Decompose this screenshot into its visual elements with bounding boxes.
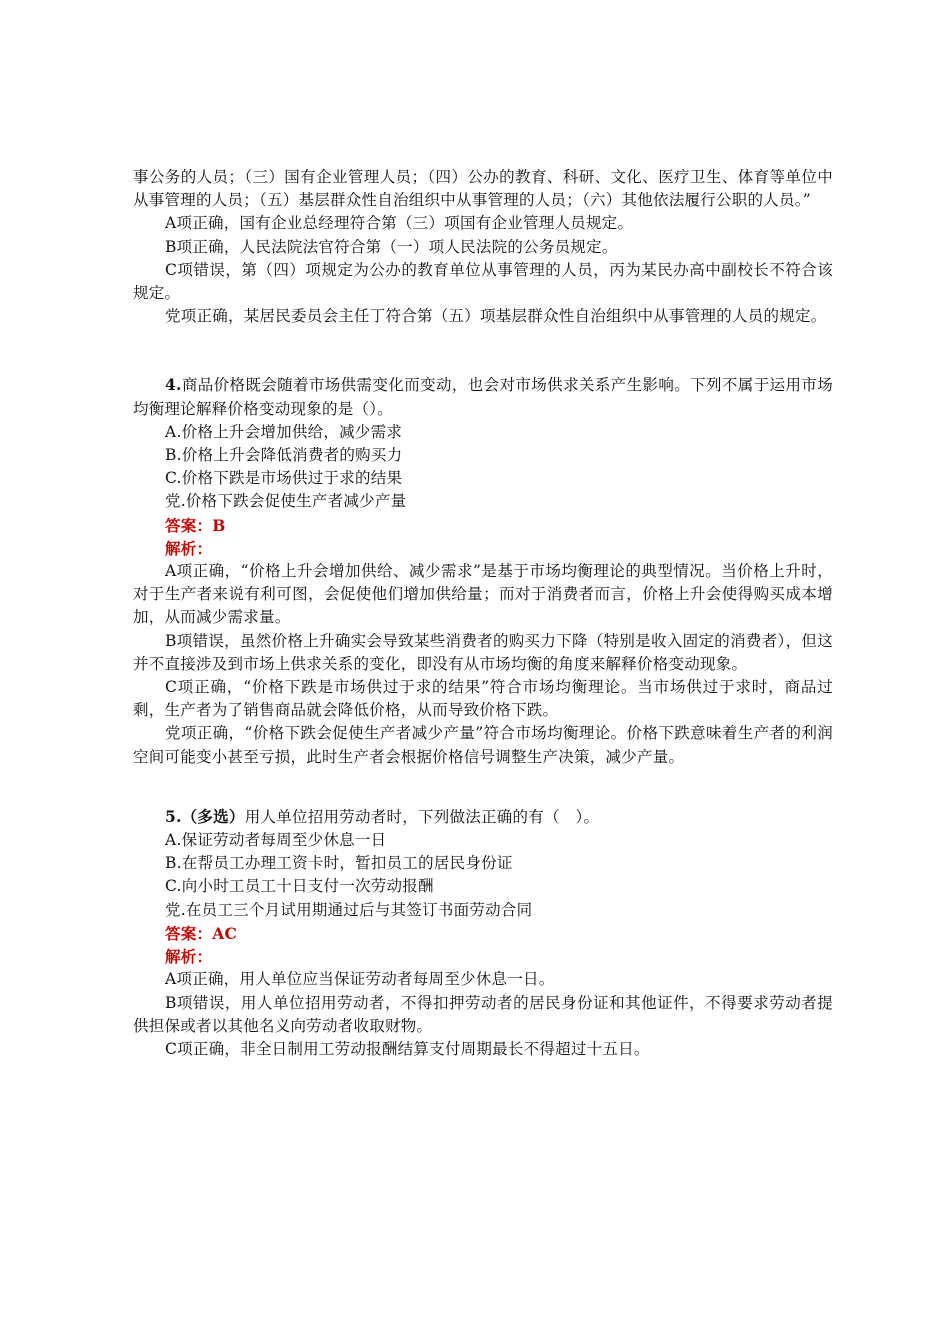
option-d: 党.在员工三个月试用期通过后与其签订书面劳动合同 [165,900,533,919]
analysis-paragraph: B项错误，虽然价格上升确实会导致某些消费者的购买力下降（特别是收入固定的消费者），但这并不直接涉及到市场上供求关系的变化，即没有从市场均衡的角度来解释价格变动现象。 [133,631,833,673]
document-page [133,166,833,1061]
analysis-paragraph: 党项正确，某居民委员会主任丁符合第（五）项基层群众性自治组织中从事管理的人员的规定。 [165,307,827,326]
question-text: 商品价格既会随着市场供需变化而变动，也会对市场供求关系产生影响。下列不属于运用市场均衡理论解释价格变动现象的是（）。 [133,376,833,418]
analysis-paragraph: A项正确，“价格上升会增加供给、减少需求”是基于市场均衡理论的典型情况。当价格上升时，对于生产者来说有利可图，会促使他们增加供给量；而对于消费者而言，价格上升会使得购买成本增加，从而减少需求量。 [133,562,833,627]
spacer [133,328,833,373]
option-c: C.向小时工员工十日支付一次劳动报酬 [165,877,434,896]
answer-label: 答案：B [165,515,226,535]
analysis-paragraph: C项正确，非全日制用工劳动报酬结算支付周期最长不得超过十五日。 [165,1039,650,1058]
option-c: C.价格下跌是市场供过于求的结果 [165,469,403,488]
option-b: B.在帮员工办理工资卡时，暂扣员工的居民身份证 [165,854,513,873]
question-4 [133,373,833,768]
analysis-paragraph: A项正确，国有企业总经理符合第（三）项国有企业管理人员规定。 [165,214,634,233]
analysis-paragraph: 事公务的人员；（三）国有企业管理人员；（四）公办的教育、科研、文化、医疗卫生、体育等单位中从事管理的人员；（五）基层群众性自治组织中从事管理的人员；（六）其他依法履行公职的人员。” [133,168,833,210]
analysis-paragraph: 党项正确，“价格下跌会促使生产者减少产量”符合市场均衡理论。价格下跌意味着生产者的利润空间可能变小甚至亏损，此时生产者会根据价格信号调整生产决策，减少产量。 [133,724,833,766]
analysis-label: 解析： [165,947,213,967]
question-5 [133,805,833,1061]
spacer [133,769,833,805]
analysis-paragraph: C项错误，第（四）项规定为公办的教育单位从事管理的人员，丙为某民办高中副校长不符合该规定。 [133,260,833,303]
question-stem [133,373,833,420]
analysis-paragraph: A项正确，用人单位应当保证劳动者每周至少休息一日。 [165,970,555,989]
option-d: 党.价格下跌会促使生产者减少产量 [165,492,407,511]
option-b: B.价格上升会降低消费者的购买力 [165,446,403,465]
answer-label: 答案：AC [165,923,238,943]
question-number: 4. [165,375,182,395]
option-a: A.价格上升会增加供给，减少需求 [165,422,403,441]
analysis-paragraph: B项正确，人民法院法官符合第（一）项人民法院的公务员规定。 [165,237,618,256]
option-a: A.保证劳动者每周至少休息一日 [165,831,387,850]
question-stem [133,805,833,829]
question-number: 5.（多选） [165,806,245,826]
analysis-label: 解析： [165,538,213,558]
previous-analysis-section [133,166,833,328]
analysis-paragraph: B项错误，用人单位招用劳动者，不得扣押劳动者的居民身份证和其他证件，不得要求劳动者提供担保或者以其他名义向劳动者收取财物。 [133,993,833,1035]
question-text: 用人单位招用劳动者时，下列做法正确的有（ ）。 [244,807,600,826]
analysis-paragraph: C项正确，“价格下跌是市场供过于求的结果”符合市场均衡理论。当市场供过于求时，商品过剩，生产者为了销售商品就会降低价格，从而导致价格下跌。 [133,678,833,720]
